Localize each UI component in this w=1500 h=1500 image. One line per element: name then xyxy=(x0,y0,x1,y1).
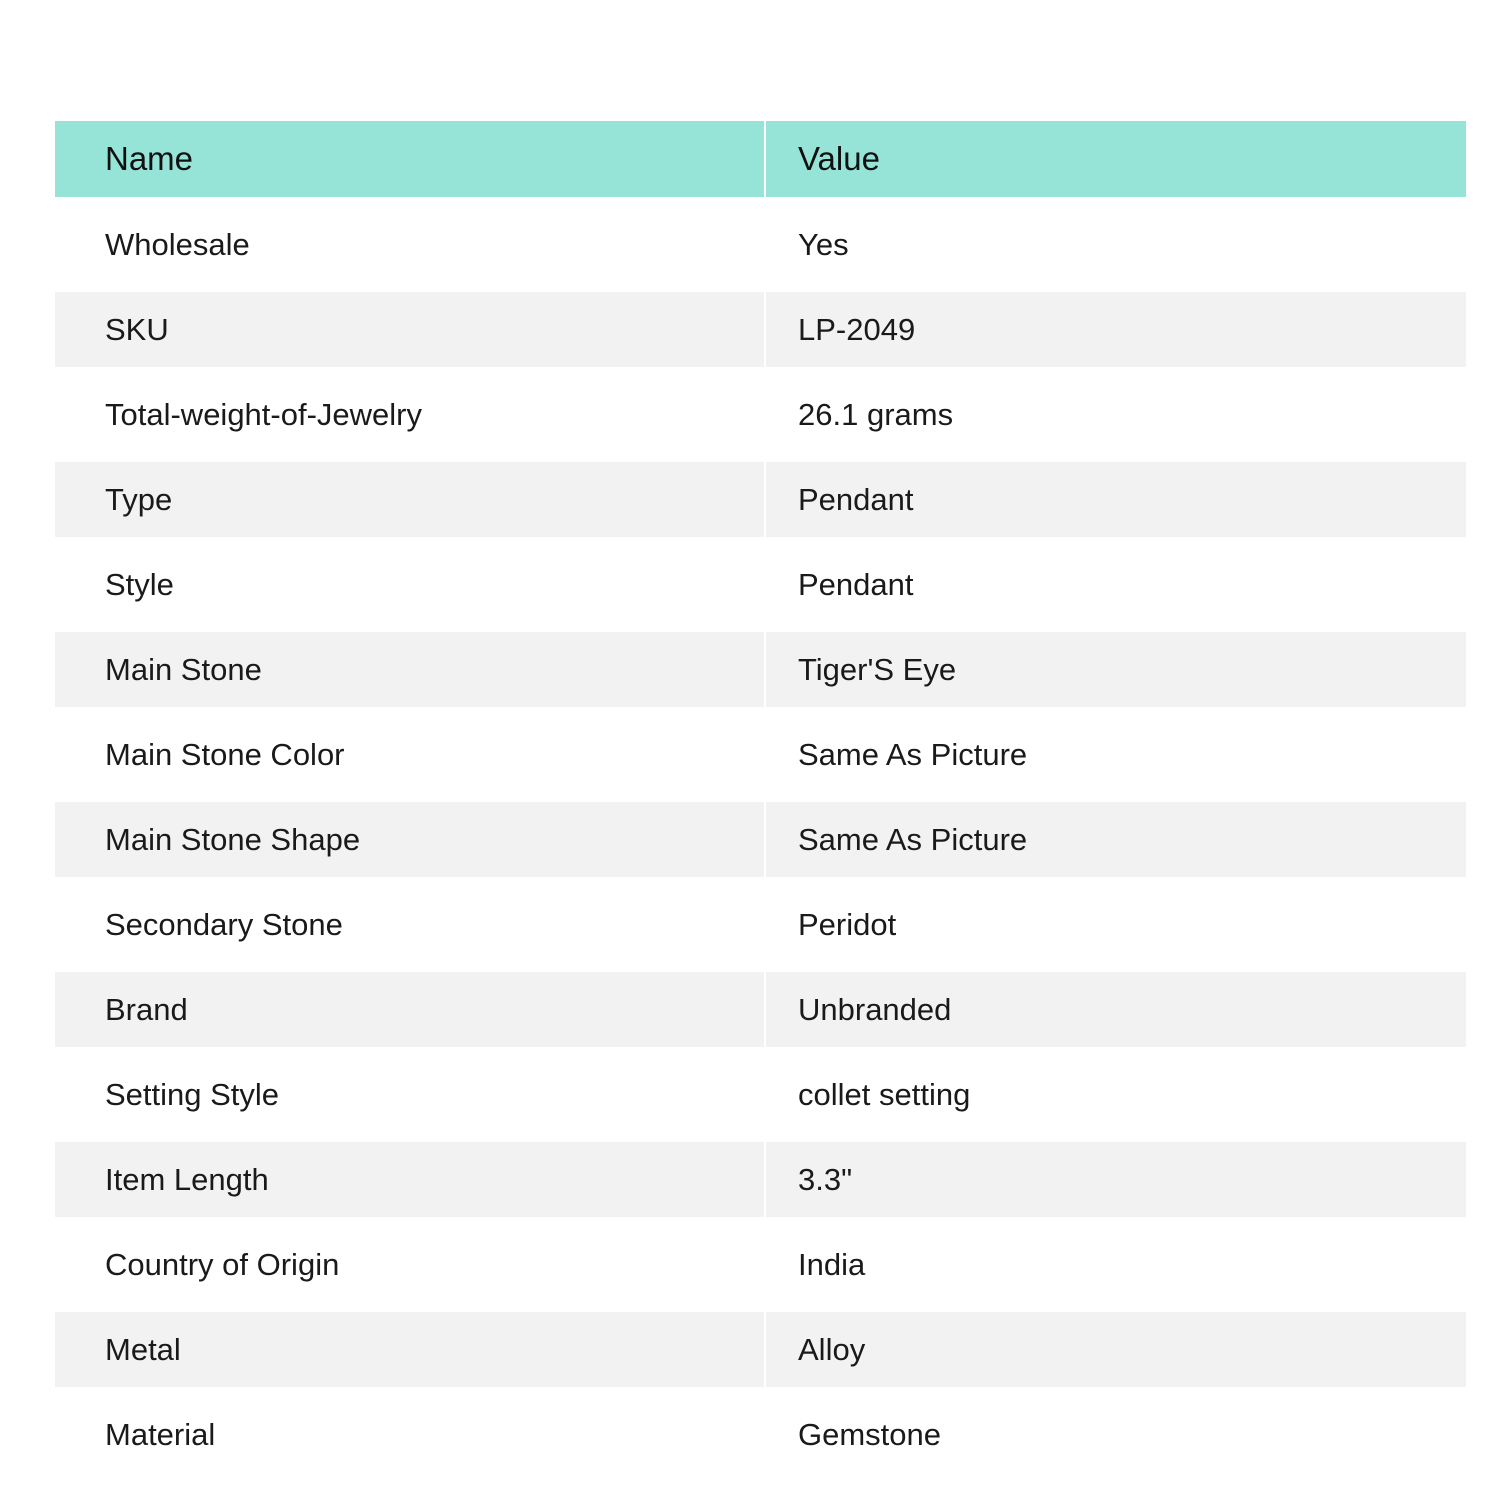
row-value-cell: Peridot xyxy=(766,877,1466,972)
row-value-cell: Unbranded xyxy=(766,972,1466,1047)
table-row xyxy=(55,1387,1466,1482)
row-name-cell: Setting Style xyxy=(55,1047,766,1142)
table-row xyxy=(55,877,1466,972)
table-row xyxy=(55,1047,1466,1142)
row-name-cell: SKU xyxy=(55,292,766,367)
row-name-cell: Main Stone Color xyxy=(55,707,766,802)
column-header-name: Name xyxy=(55,121,766,197)
row-name-cell: Wholesale xyxy=(55,197,766,292)
row-name-cell: Style xyxy=(55,537,766,632)
row-name-cell: Country of Origin xyxy=(55,1217,766,1312)
table-row xyxy=(55,972,1466,1047)
header-row xyxy=(55,121,1466,197)
table-body xyxy=(55,197,1466,1482)
row-name-cell: Material xyxy=(55,1387,766,1482)
row-name-cell: Metal xyxy=(55,1312,766,1387)
row-name-cell: Total-weight-of-Jewelry xyxy=(55,367,766,462)
row-value-cell: India xyxy=(766,1217,1466,1312)
row-value-cell: Pendant xyxy=(766,462,1466,537)
row-name-cell: Brand xyxy=(55,972,766,1047)
specification-table xyxy=(55,121,1466,1482)
row-value-cell: Same As Picture xyxy=(766,707,1466,802)
row-value-cell: 3.3" xyxy=(766,1142,1466,1217)
row-name-cell: Type xyxy=(55,462,766,537)
row-value-cell: LP-2049 xyxy=(766,292,1466,367)
row-value-cell: Pendant xyxy=(766,537,1466,632)
row-value-cell: Alloy xyxy=(766,1312,1466,1387)
table-row xyxy=(55,802,1466,877)
table-row xyxy=(55,632,1466,707)
row-value-cell: Gemstone xyxy=(766,1387,1466,1482)
table-row xyxy=(55,1217,1466,1312)
table-header xyxy=(55,121,1466,197)
row-value-cell: Tiger'S Eye xyxy=(766,632,1466,707)
table-row xyxy=(55,197,1466,292)
row-value-cell: Yes xyxy=(766,197,1466,292)
row-name-cell: Main Stone Shape xyxy=(55,802,766,877)
table-row xyxy=(55,707,1466,802)
table-row xyxy=(55,1142,1466,1217)
table-row xyxy=(55,537,1466,632)
row-value-cell: Same As Picture xyxy=(766,802,1466,877)
row-value-cell: 26.1 grams xyxy=(766,367,1466,462)
row-name-cell: Secondary Stone xyxy=(55,877,766,972)
row-name-cell: Item Length xyxy=(55,1142,766,1217)
column-header-value: Value xyxy=(766,121,1466,197)
row-value-cell: collet setting xyxy=(766,1047,1466,1142)
table-row xyxy=(55,292,1466,367)
table-row xyxy=(55,367,1466,462)
table-row xyxy=(55,462,1466,537)
row-name-cell: Main Stone xyxy=(55,632,766,707)
table-row xyxy=(55,1312,1466,1387)
